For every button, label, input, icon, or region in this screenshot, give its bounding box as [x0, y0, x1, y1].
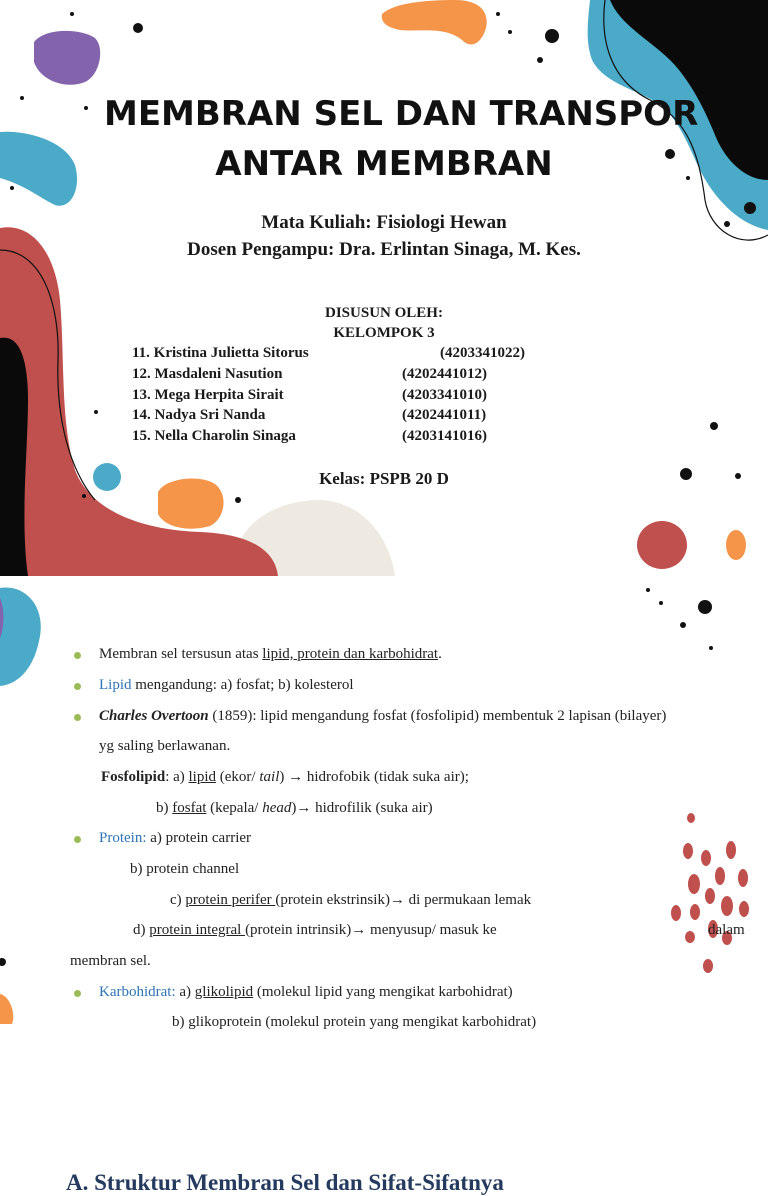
member-id: (4203341010)	[402, 387, 487, 403]
decorative-blobs	[0, 0, 768, 576]
bullet-icon	[74, 836, 81, 843]
group-label: KELOMPOK 3	[333, 325, 435, 341]
member-name: 11. Kristina Julietta Sitorus	[132, 345, 309, 361]
text: b)	[156, 800, 173, 816]
member-id: (4202441012)	[402, 366, 487, 382]
member-id: (4203141016)	[402, 428, 487, 444]
text: (molekul lipid yang mengikat karbohidrat)	[253, 984, 513, 1000]
text: (protein intrinsik)→ menyusup/ masuk ke	[245, 922, 497, 938]
list-item-protein	[99, 830, 251, 847]
member-id: (4202441011)	[402, 407, 487, 423]
text-line: dalam	[708, 922, 745, 938]
text: : a)	[165, 769, 189, 785]
compiled-by-label: DISUSUN OLEH:	[325, 305, 443, 321]
term-protein: Protein:	[99, 830, 147, 846]
member-name: 12. Masdaleni Nasution	[132, 366, 283, 382]
member-name: 13. Mega Herpita Sirait	[132, 387, 284, 403]
text: mengandung: a) fosfat; b) kolesterol	[131, 677, 354, 693]
text: a)	[175, 984, 195, 1000]
list-item-membran	[99, 646, 442, 663]
underlined-text: lipid	[188, 769, 217, 785]
text: Membran sel tersusun atas	[99, 646, 263, 662]
content-page	[0, 576, 768, 1195]
text: d)	[133, 922, 150, 938]
text: (ekor/	[216, 769, 260, 785]
italic-text: head	[262, 800, 292, 816]
member-name: 14. Nadya Sri Nanda	[132, 407, 266, 423]
underlined-text: protein perifer	[185, 892, 276, 908]
course-name: Mata Kuliah: Fisiologi Hewan	[261, 212, 507, 233]
fosfolipid-line-a	[101, 769, 469, 786]
underlined-text: glikolipid	[194, 984, 254, 1000]
lecturer-name: Dosen Pengampu: Dra. Erlintan Sinaga, M. Kes.	[187, 239, 581, 260]
underlined-text: fosfat	[172, 800, 207, 816]
text: (kepala/	[206, 800, 263, 816]
bullet-icon	[74, 990, 81, 997]
class-label: Kelas: PSPB 20 D	[319, 469, 449, 488]
section-heading: A. Struktur Membran Sel dan Sifat-Sifatnya	[66, 1170, 504, 1195]
text: ) → hidrofobik (tidak suka air);	[279, 769, 469, 785]
member-name: 15. Nella Charolin Sinaga	[132, 428, 296, 444]
list-item-lipid	[99, 677, 354, 694]
text: c)	[170, 892, 186, 908]
term-charles-overtoon: Charles Overtoon	[99, 708, 209, 724]
text-line: membran sel.	[70, 953, 151, 969]
text-line: b) glikoprotein (molekul protein yang mengikat karbohidrat)	[172, 1014, 537, 1030]
text: a) protein carrier	[146, 830, 252, 846]
term-karbohidrat: Karbohidrat:	[99, 984, 176, 1000]
fosfolipid-line-b	[156, 800, 433, 817]
text-line: b) protein channel	[130, 861, 240, 877]
term-fosfolipid: Fosfolipid	[101, 769, 166, 785]
list-item-karbohidrat	[99, 984, 513, 1001]
text: .	[438, 646, 442, 662]
text: (1859): lipid mengandung fosfat (fosfolipid) membentuk 2 lapisan (bilayer)	[208, 708, 667, 724]
title-line-2: ANTAR MEMBRAN	[215, 144, 553, 184]
bullet-icon	[74, 714, 81, 721]
underlined-text: lipid, protein dan karbohidrat	[262, 646, 439, 662]
term-lipid: Lipid	[99, 677, 132, 693]
cover-page	[0, 0, 768, 576]
text: (protein ekstrinsik)→ di permukaan lemak	[275, 892, 532, 908]
list-item-overtoon	[99, 708, 666, 725]
italic-text: tail	[259, 769, 280, 785]
protein-line-c	[170, 892, 531, 909]
member-id: (4203341022)	[440, 345, 525, 361]
title-line-1: MEMBRAN SEL DAN TRANSPOR	[104, 94, 699, 134]
underlined-text: protein integral	[149, 922, 246, 938]
text: )→ hidrofilik (suka air)	[291, 800, 433, 816]
bullet-icon	[74, 683, 81, 690]
text-line: yg saling berlawanan.	[99, 738, 231, 754]
bullet-icon	[74, 652, 81, 659]
protein-line-d	[133, 922, 497, 939]
